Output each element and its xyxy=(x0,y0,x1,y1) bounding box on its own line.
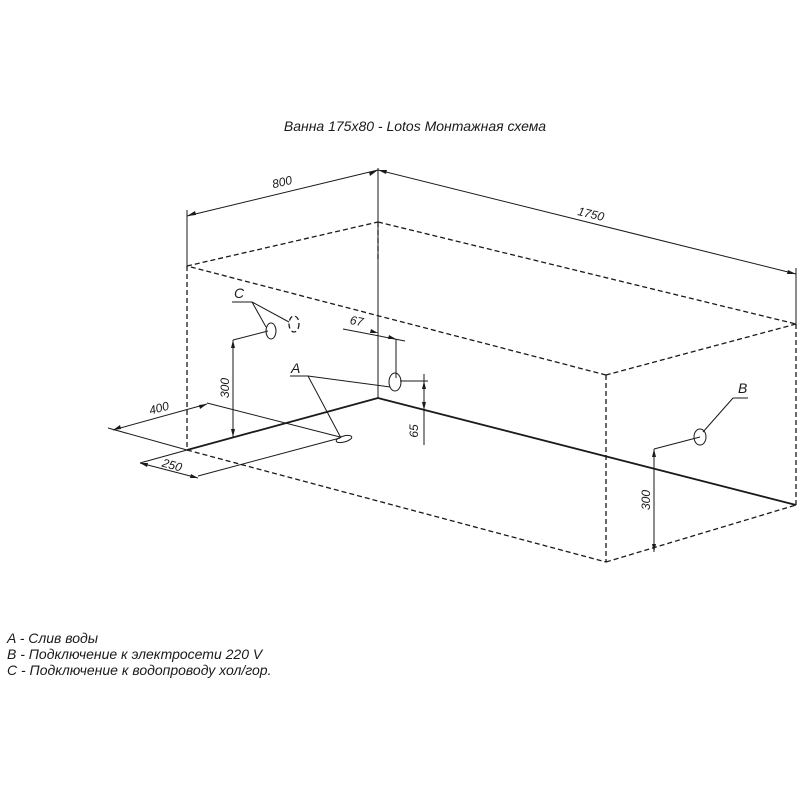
dim-width-label: 800 xyxy=(270,172,294,192)
marker-b-electric xyxy=(694,380,748,445)
dim-electric-height-label: 300 xyxy=(639,489,653,511)
dimension-drain-front xyxy=(140,438,340,478)
bathtub-box xyxy=(187,222,796,562)
dim-overflow-offset-label: 67 xyxy=(348,313,365,330)
dim-water-height-label: 300 xyxy=(218,377,232,399)
legend-item-b: B - Подключение к электросети 220 V xyxy=(7,646,263,662)
hot-water-outlet-icon xyxy=(289,316,299,332)
dimension-water-height xyxy=(218,331,268,437)
diagram-title: Ванна 175x80 - Lotos Монтажная схема xyxy=(283,118,547,134)
dim-length-label: 1750 xyxy=(576,204,606,225)
dim-overflow-drop-label: 65 xyxy=(407,424,421,438)
dimension-overflow-drop xyxy=(400,374,428,445)
legend-item-a: A - Слив воды xyxy=(7,630,99,646)
legend xyxy=(7,630,271,678)
marker-c-water-supply xyxy=(232,285,299,339)
marker-a-drain xyxy=(290,360,401,444)
dim-drain-side-label: 400 xyxy=(147,398,171,418)
marker-b-label: B xyxy=(738,380,748,396)
dimension-length xyxy=(378,170,796,324)
dimension-electric-height xyxy=(639,437,700,552)
dimension-width xyxy=(187,170,378,266)
marker-a-label: A xyxy=(291,360,301,376)
overflow-outlet-icon xyxy=(389,373,401,391)
dimension-overflow-offset xyxy=(343,313,405,378)
dim-drain-front-label: 250 xyxy=(160,455,184,475)
legend-item-c: C - Подключение к водопроводу хол/гор. xyxy=(7,662,272,678)
dimension-drain-side xyxy=(108,399,340,450)
marker-c-label: C xyxy=(234,285,245,301)
